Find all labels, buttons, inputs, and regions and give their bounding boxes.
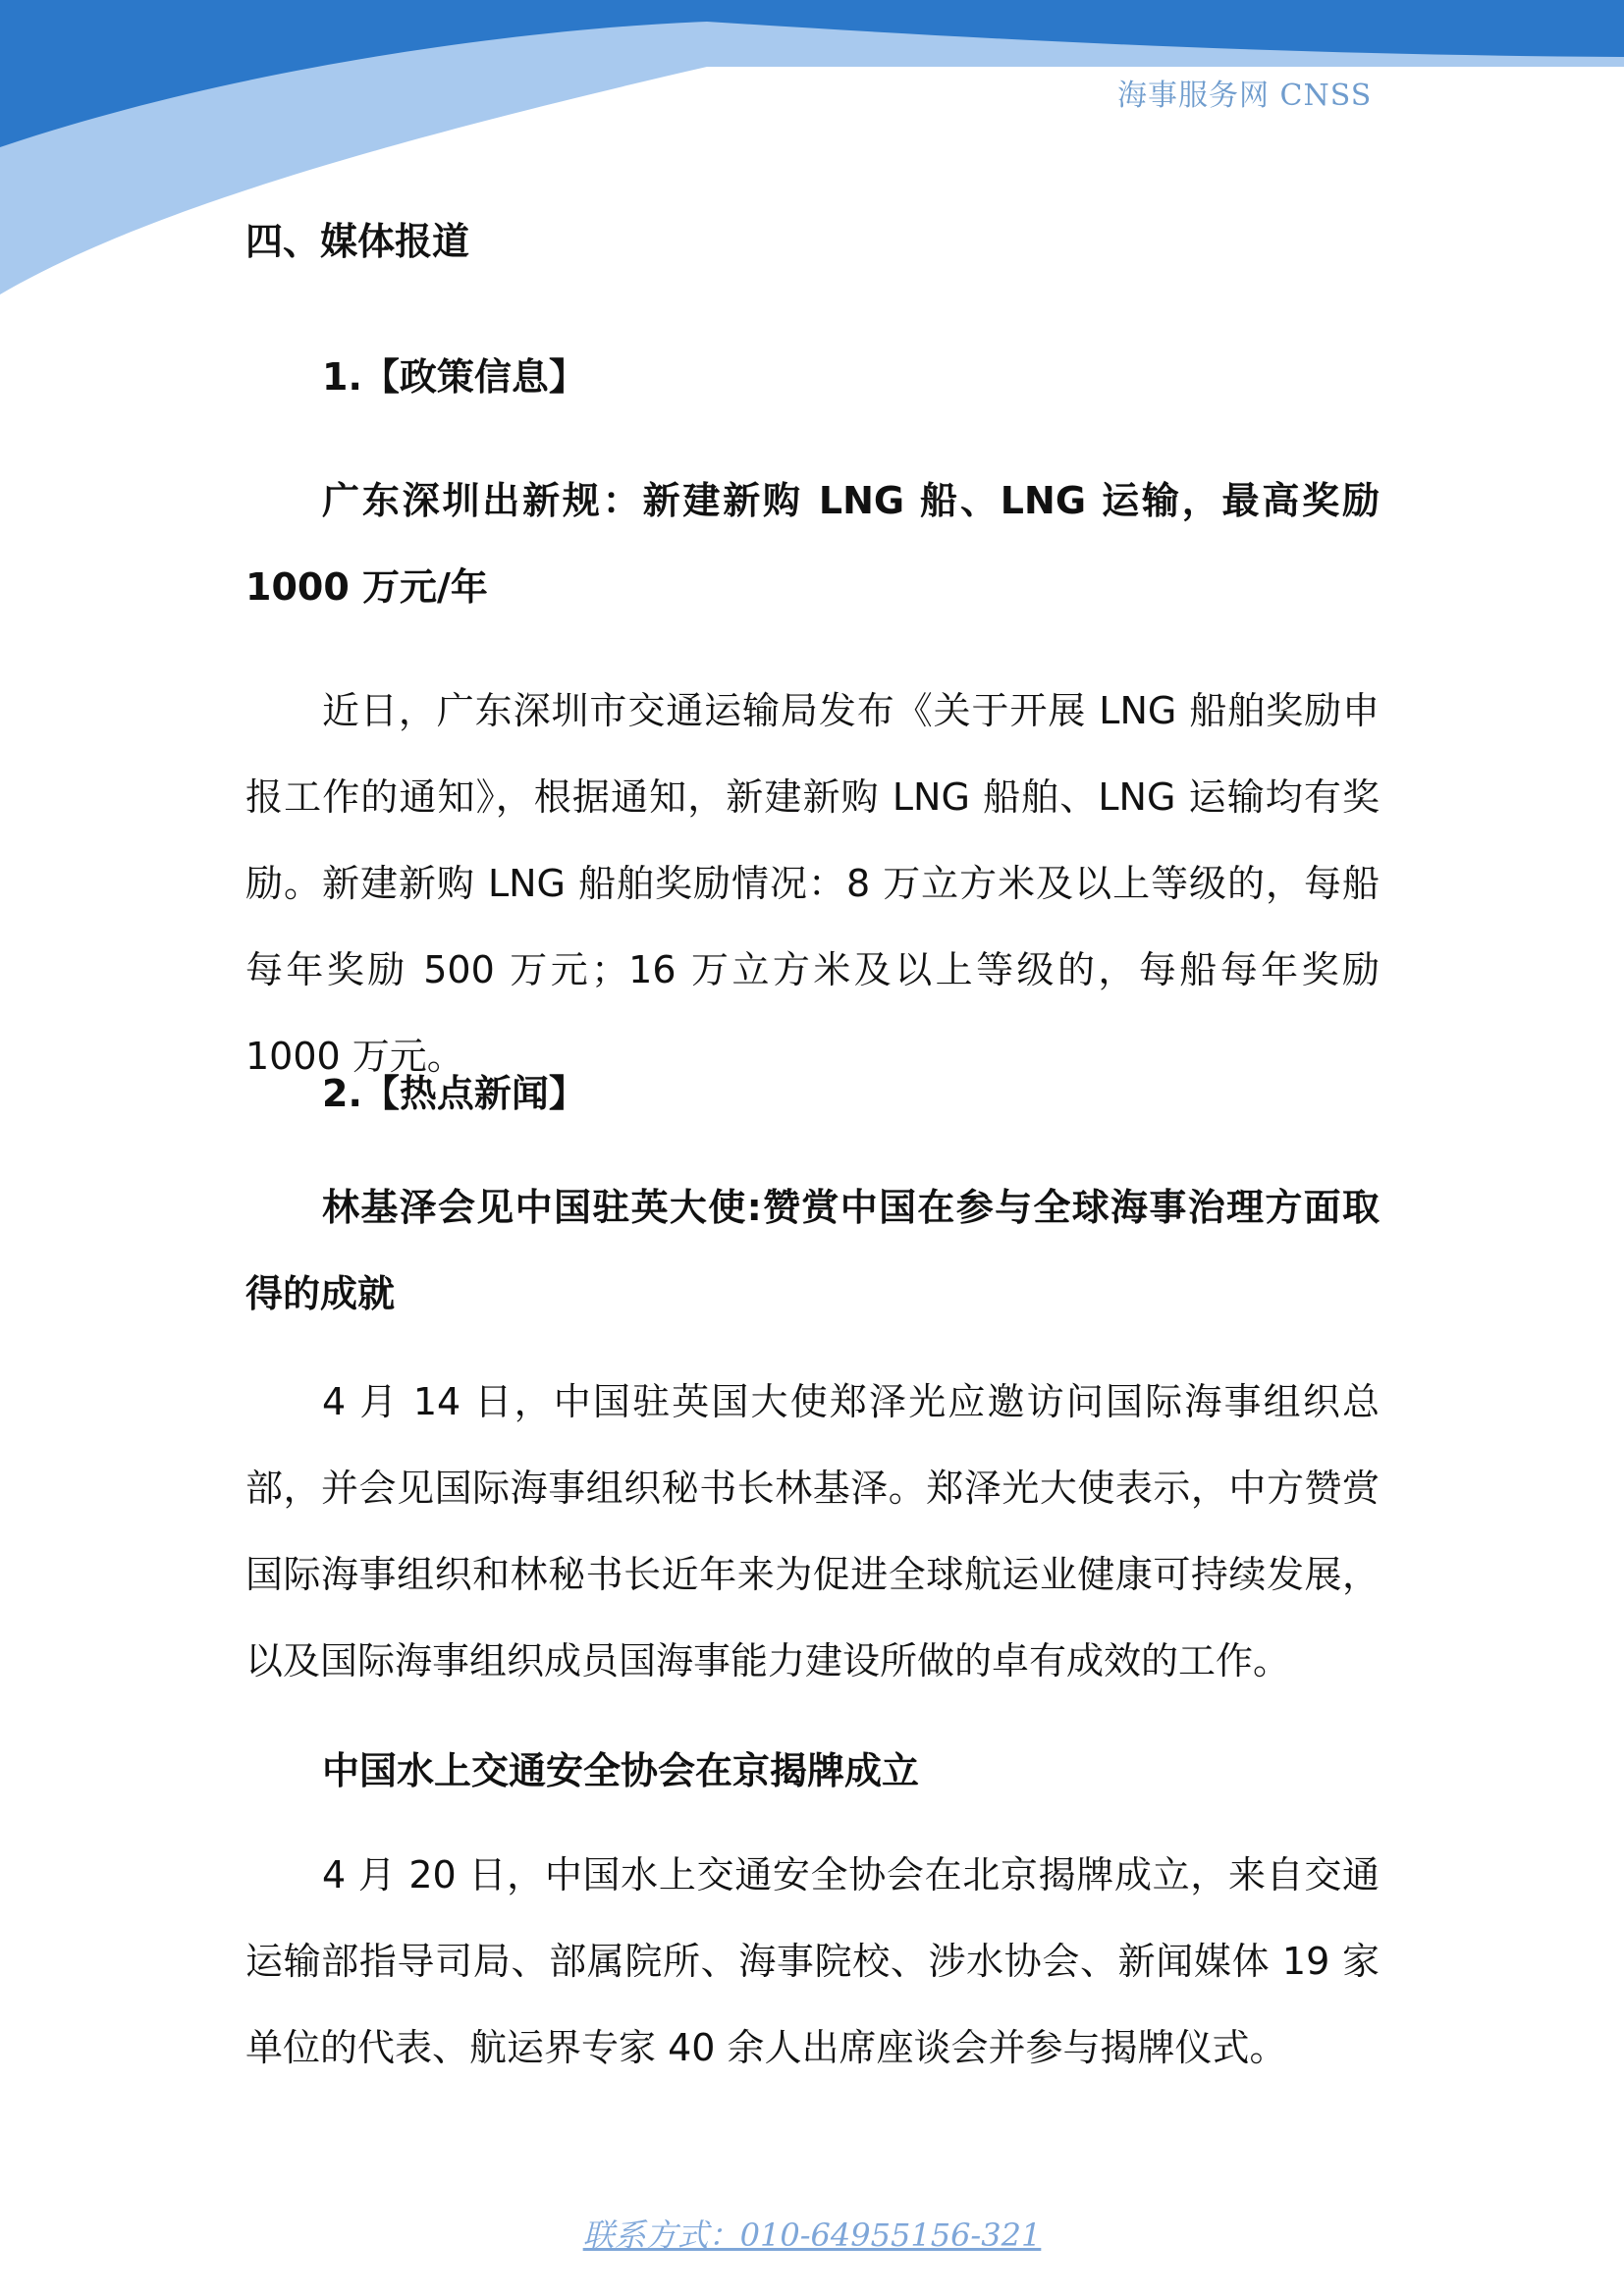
news-article1-body: 4 月 14 日，中国驻英国大使郑泽光应邀访问国际海事组织总部，并会见国际海事组织秘书长林基泽。郑泽光大使表示，中方赞赏国际海事组织和林秘书长近年来为促进全球航运业健康可持续发展，以及国际海事组织成员国海事能力建设所做的卓有成效的工作。	[245, 1380, 1380, 1682]
footer-contact-link[interactable]: 联系方式：010-64955156-321	[582, 2216, 1042, 2254]
news-heading: 2.【热点新闻】	[322, 1072, 586, 1115]
policy-article-title: 广东深圳出新规：新建新购 LNG 船、LNG 运输，最高奖励 1000 万元/年	[245, 479, 1380, 609]
section-title: 四、媒体报道	[245, 220, 470, 263]
news-article1-title: 林基泽会见中国驻英大使:赞赏中国在参与全球海事治理方面取得的成就	[245, 1186, 1380, 1315]
policy-heading: 1.【政策信息】	[322, 355, 586, 399]
news-article2-title: 中国水上交通安全协会在京揭牌成立	[322, 1749, 920, 1792]
news-article2-body: 4 月 20 日，中国水上交通安全协会在北京揭牌成立，来自交通运输部指导司局、部属院所、海事院校、涉水协会、新闻媒体 19 家单位的代表、航运界专家 40 余人出席座谈会并参与揭牌仪式。	[245, 1853, 1380, 2069]
brand-logo-text: 海事服务网 CNSS	[1117, 79, 1373, 113]
policy-article-body: 近日，广东深圳市交通运输局发布《关于开展 LNG 船舶奖励申报工作的通知》，根据通知，新建新购 LNG 船舶、LNG 运输均有奖励。新建新购 LNG 船舶奖励情况：8 万立方米及以上等级的，每船每年奖励 500 万元；16 万立方米及以上等级的，每船每年奖励 1000 万元。	[245, 689, 1380, 1078]
